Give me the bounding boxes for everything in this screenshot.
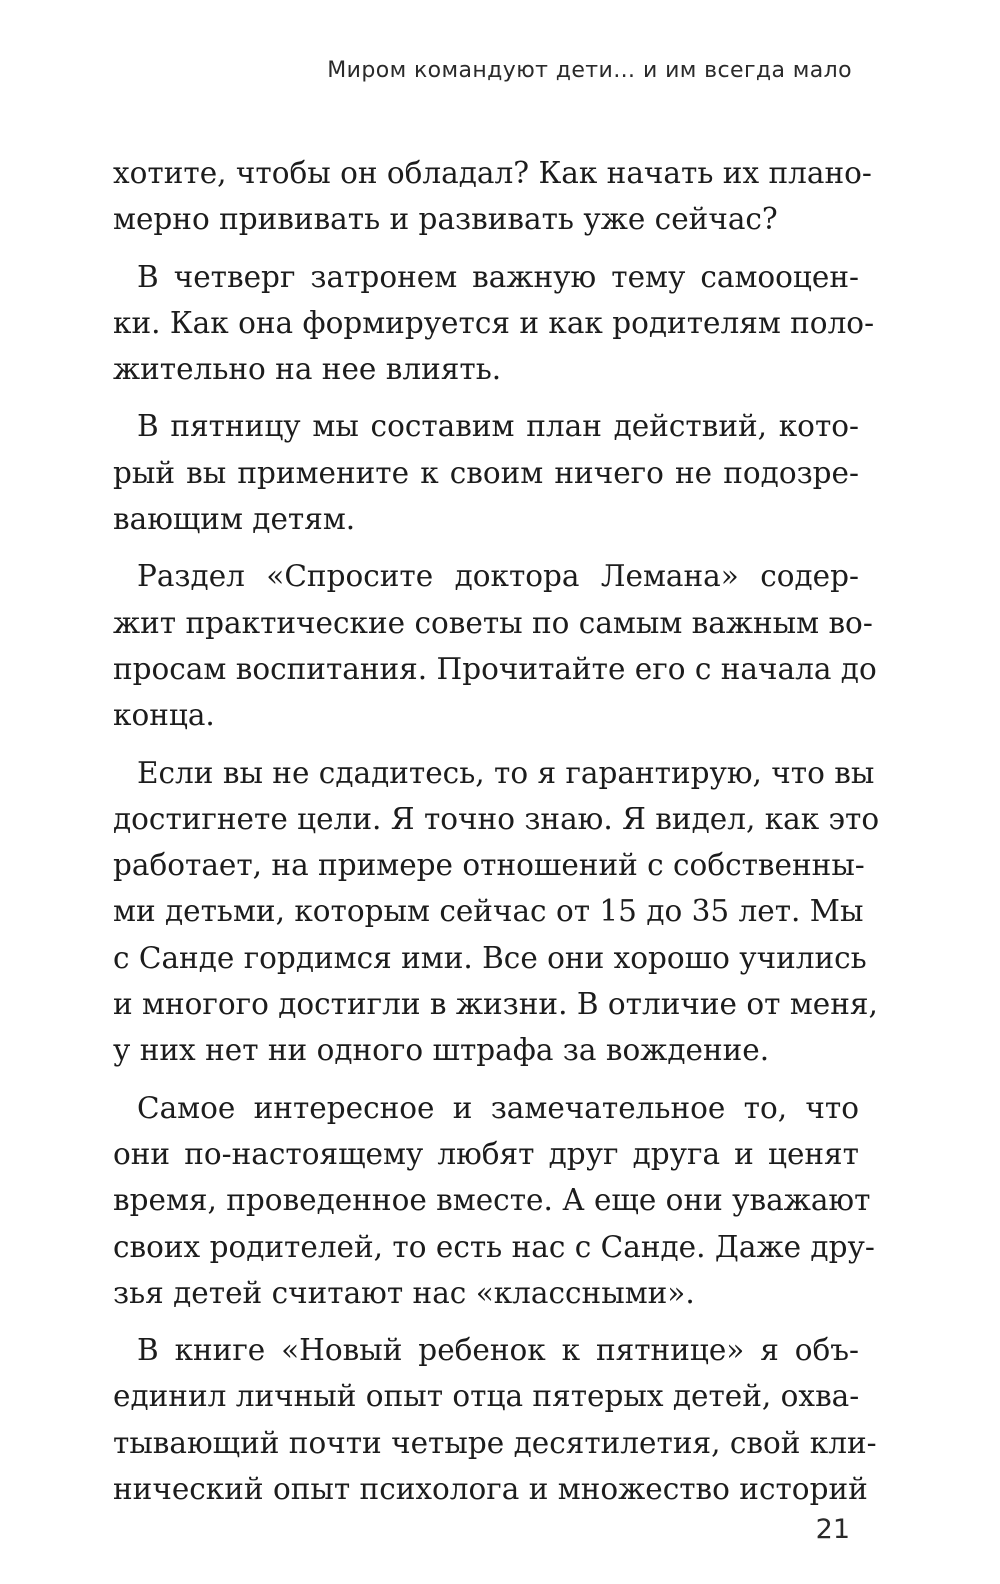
running-header: Миром командуют дети… и им всегда мало	[327, 58, 852, 83]
paragraph	[113, 553, 877, 738]
text-line: просам воспитания. Прочитайте его с начала до	[113, 651, 877, 686]
text-line: жит практические советы по самым важным во-	[113, 605, 873, 640]
text-line: конца.	[113, 698, 215, 733]
text-line: В книге «Новый ребенок к пятнице» я объ-	[137, 1333, 859, 1368]
paragraph	[113, 254, 875, 393]
text-line: время, проведенное вместе. А еще они уважают	[113, 1183, 871, 1218]
text-line: ки. Как она формируется и как родителям поло-	[113, 305, 875, 340]
text-line: жительно на нее влиять.	[113, 352, 502, 387]
body-text	[113, 150, 880, 1512]
text-line: работает, на примере отношений с собственны-	[113, 848, 865, 883]
paragraph	[113, 403, 859, 542]
text-line: своих родителей, то есть нас с Санде. Даже дру-	[113, 1229, 875, 1264]
text-line: хотите, чтобы он обладал? Как начать их плано-	[113, 156, 872, 190]
text-line: у них нет ни одного штрафа за вождение.	[113, 1033, 770, 1068]
page-number: 21	[815, 1514, 850, 1545]
text-line: они по-настоящему любят друг друга и ценят	[113, 1136, 859, 1171]
text-line: достигнете цели. Я точно знаю. Я видел, как это	[113, 801, 880, 836]
paragraph	[113, 1085, 875, 1316]
paragraph	[113, 1327, 877, 1512]
paragraph	[113, 150, 872, 243]
text-line: мерно прививать и развивать уже сейчас?	[113, 202, 778, 237]
text-line: рый вы примените к своим ничего не подозре-	[113, 455, 859, 490]
text-line: с Санде гордимся ими. Все они хорошо учились	[113, 940, 867, 975]
text-line: вающим детям.	[113, 502, 356, 537]
text-line: Самое интересное и замечательное то, что	[137, 1090, 859, 1125]
text-line: нический опыт психолога и множество историй	[113, 1472, 868, 1507]
text-line: Если вы не сдадитесь, то я гарантирую, что вы	[137, 755, 875, 790]
text-line: и многого достигли в жизни. В отличие от меня,	[113, 987, 878, 1022]
text-line: Раздел «Спросите доктора Лемана» содер-	[137, 559, 859, 594]
text-line: зья детей считают нас «классными».	[113, 1275, 695, 1310]
text-line: ми детьми, которым сейчас от 15 до 35 лет. Мы	[113, 894, 864, 929]
text-line: В пятницу мы составим план действий, кото-	[137, 409, 859, 444]
paragraph	[113, 750, 880, 1074]
text-line: В четверг затронем важную тему самооцен-	[137, 259, 859, 294]
text-line: тывающий почти четыре десятилетия, свой кли-	[113, 1425, 877, 1460]
text-line: единил личный опыт отца пятерых детей, охва-	[113, 1379, 860, 1414]
